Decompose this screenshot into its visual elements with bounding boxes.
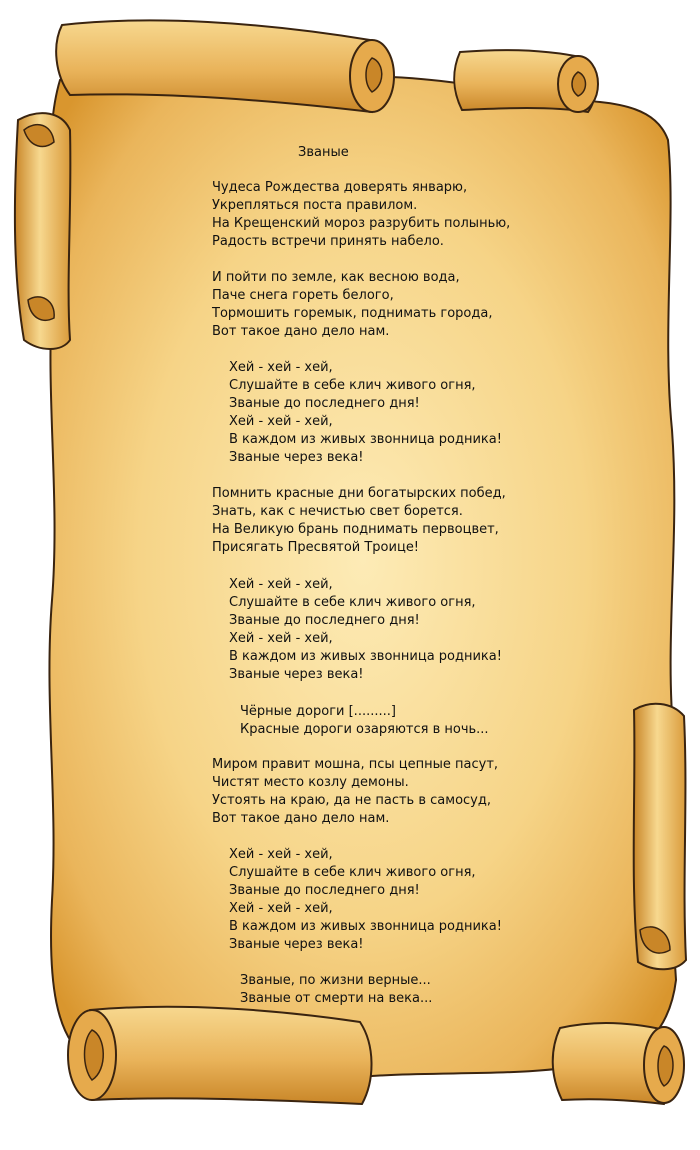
poem-line: Званые до последнего дня!	[229, 613, 420, 628]
poem-title: Званые	[298, 145, 349, 160]
poem-line: Тормошить горемык, поднимать города,	[212, 306, 493, 321]
poem-line: Званые, по жизни верные...	[240, 973, 431, 988]
poem-line: Слушайте в себе клич живого огня,	[229, 865, 476, 880]
poem-line: Вот такое дано дело нам.	[212, 811, 390, 826]
poem-line: Чистят место козлу демоны.	[212, 775, 409, 790]
poem-line: Радость встречи принять набело.	[212, 234, 444, 249]
poem-line: И пойти по земле, как весною вода,	[212, 270, 460, 285]
poem-line: Устоять на краю, да не пасть в самосуд,	[212, 793, 491, 808]
poem-line: В каждом из живых звонница родника!	[229, 432, 502, 447]
poem-line: Знать, как с нечистью свет борется.	[212, 504, 463, 519]
poem-line: Хей - хей - хей,	[229, 577, 333, 592]
poem-line: Хей - хей - хей,	[229, 414, 333, 429]
poem-line: Паче снега гореть белого,	[212, 288, 394, 303]
poem-line: На Крещенский мороз разрубить полынью,	[212, 216, 511, 231]
poem-line: Хей - хей - хей,	[229, 901, 333, 916]
poem-line: Чудеса Рождества доверять январю,	[212, 180, 468, 195]
poem-line: Хей - хей - хей,	[229, 847, 333, 862]
poem-line: В каждом из живых звонница родника!	[229, 649, 502, 664]
poem-line: Званые через века!	[229, 667, 364, 682]
poem-line: Слушайте в себе клич живого огня,	[229, 595, 476, 610]
poem-line: Хей - хей - хей,	[229, 631, 333, 646]
poem-line: Вот такое дано дело нам.	[212, 324, 390, 339]
poem-line: В каждом из живых звонница родника!	[229, 919, 502, 934]
poem-line: Званые через века!	[229, 450, 364, 465]
poem-line: Миром правит мошна, псы цепные пасут,	[212, 757, 499, 772]
poem-line: Хей - хей - хей,	[229, 360, 333, 375]
poem-line: Званые от смерти на века...	[240, 991, 433, 1006]
poem-line: Званые до последнего дня!	[229, 396, 420, 411]
poem-line: Присягать Пресвятой Троице!	[212, 540, 420, 555]
poem-line: На Великую брань поднимать первоцвет,	[212, 522, 499, 537]
poem-line: Званые через века!	[229, 937, 364, 952]
poem-line: Слушайте в себе клич живого огня,	[229, 378, 476, 393]
poem-line: Званые до последнего дня!	[229, 883, 420, 898]
poem-line: Красные дороги озаряются в ночь...	[240, 722, 489, 737]
poem-line: Помнить красные дни богатырских побед,	[212, 486, 506, 501]
poem-line: Чёрные дороги [.........]	[240, 704, 396, 719]
poem-line: Укрепляться поста правилом.	[212, 198, 418, 213]
